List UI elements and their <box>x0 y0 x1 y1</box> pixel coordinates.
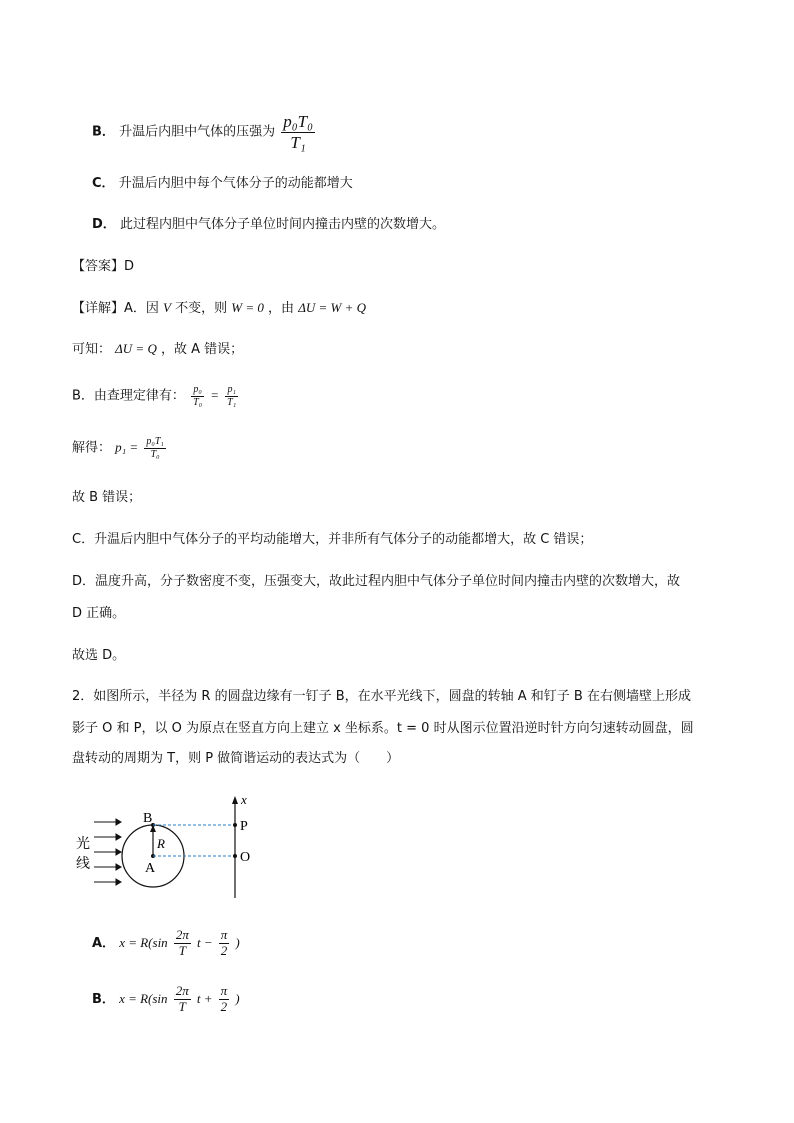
detail-text: ，故 A 错误； <box>160 342 244 357</box>
fraction-denominator: T₁ <box>227 396 237 408</box>
fraction-2pi-t <box>174 984 191 1015</box>
shm-figure <box>70 790 270 905</box>
question-2-line-2: 影子 O 和 P，以 O 为原点在竖直方向上建立 x 坐标系。t = 0 时从图示位置沿逆时针方向匀速转动圆盘，圆 <box>72 721 694 736</box>
option-text: 升温后内胆中每个气体分子的动能都增大 <box>118 176 353 191</box>
fraction-denominator: 2 <box>220 998 228 1014</box>
detail-text: 可知： <box>72 342 112 357</box>
light-label-1: 光 <box>76 837 90 852</box>
fraction-numerator: π <box>220 983 228 998</box>
equation-du-q: ΔU = Q <box>115 341 157 356</box>
detail-line-6: C．升温后内胆中气体分子的平均动能增大，并非所有气体分子的动能都增大，故 C 错误； <box>72 532 593 547</box>
expr-pre: x = R(sin <box>119 934 168 950</box>
detail-line-4 <box>72 436 168 460</box>
p1-symbol: p₁ = <box>115 439 139 455</box>
option-label: B． <box>92 124 115 140</box>
detail-line-2 <box>72 340 243 359</box>
option-label: B． <box>92 991 115 1007</box>
label-r: R <box>157 836 165 851</box>
option-a <box>92 928 240 959</box>
fraction-pi-2 <box>219 984 230 1015</box>
x-axis-arrowhead <box>232 796 238 804</box>
option-b <box>92 984 240 1015</box>
option-b-prev <box>92 112 317 152</box>
fraction-numerator: p₁ <box>227 384 236 395</box>
detail-line-7: D．温度升高，分子数密度不变，压强变大，故此过程内胆中气体分子单位时间内撞击内壁的次数增大，故 <box>72 574 681 589</box>
fraction-numerator: p₀T₁ <box>146 436 164 447</box>
label-a: A <box>145 861 156 876</box>
fraction-p0-t0 <box>191 384 204 408</box>
fraction-pi-2 <box>219 928 230 959</box>
pressure-fraction <box>281 112 315 152</box>
fraction-denominator: T₁ <box>290 132 306 152</box>
fraction-numerator: π <box>220 927 228 942</box>
detail-text: B．由查理定律有： <box>72 388 185 404</box>
detail-text: 【详解】A．因 <box>72 301 159 316</box>
fraction-2pi-t <box>174 928 191 959</box>
fraction-denominator: 2 <box>220 942 228 958</box>
detail-line-9: 故选 D。 <box>72 648 126 663</box>
label-p: P <box>240 819 248 834</box>
question-2-line-1: 2．如图所示，半径为 R 的圆盘边缘有一钉子 B，在水平光线下，圆盘的转轴 A 和钉子 B 在右侧墙壁上形成 <box>72 689 691 704</box>
option-text: 此过程内胆中气体分子单位时间内撞击内壁的次数增大。 <box>119 217 445 232</box>
question-2-line-3: 盘转动的周期为 T，则 P 做简谐运动的表达式为（ ） <box>72 751 400 766</box>
expr-mid: t + <box>196 990 213 1006</box>
detail-line-5: 故 B 错误； <box>72 490 142 505</box>
equation-w0: W = 0 <box>231 300 264 315</box>
detail-line-1 <box>72 299 366 318</box>
fraction-denominator: T <box>178 998 186 1014</box>
option-label: C． <box>92 176 115 191</box>
detail-text: ，由 <box>268 301 295 316</box>
detail-line-3 <box>72 384 240 408</box>
fraction-result <box>144 436 166 460</box>
option-c-prev <box>92 175 353 193</box>
point-p <box>233 823 237 827</box>
fraction-p1-t1 <box>225 384 238 408</box>
expr-pre: x = R(sin <box>119 990 168 1006</box>
detail-text: 不变，则 <box>175 301 228 316</box>
fraction-denominator: T₀ <box>150 448 160 460</box>
option-label: D． <box>92 217 116 232</box>
option-text: 升温后内胆中气体的压强为 <box>119 124 276 140</box>
fraction-numerator: p₀ <box>193 384 202 395</box>
expr-post: ) <box>235 934 240 950</box>
equation-first-law: ΔU = W + Q <box>298 300 366 315</box>
label-x: x <box>241 792 247 807</box>
fraction-numerator: 2π <box>175 927 189 942</box>
point-o <box>233 854 237 858</box>
variable-v: V <box>163 300 171 315</box>
answer-line: 【答案】D <box>72 259 135 274</box>
expr-post: ) <box>235 990 240 1006</box>
light-label-2: 线 <box>76 857 90 872</box>
option-label: A． <box>92 935 116 951</box>
detail-line-8: D 正确。 <box>72 606 126 621</box>
equals-sign: = <box>210 387 220 403</box>
label-o: O <box>240 850 251 865</box>
label-b: B <box>143 811 153 826</box>
fraction-numerator: p₀T₀ <box>283 112 313 131</box>
option-d-prev <box>92 216 445 234</box>
fraction-denominator: T₀ <box>193 396 203 408</box>
fraction-numerator: 2π <box>175 983 189 998</box>
light-arrows <box>94 819 121 885</box>
fraction-denominator: T <box>178 942 186 958</box>
expr-mid: t − <box>196 934 213 950</box>
detail-text: 解得： <box>72 440 112 456</box>
